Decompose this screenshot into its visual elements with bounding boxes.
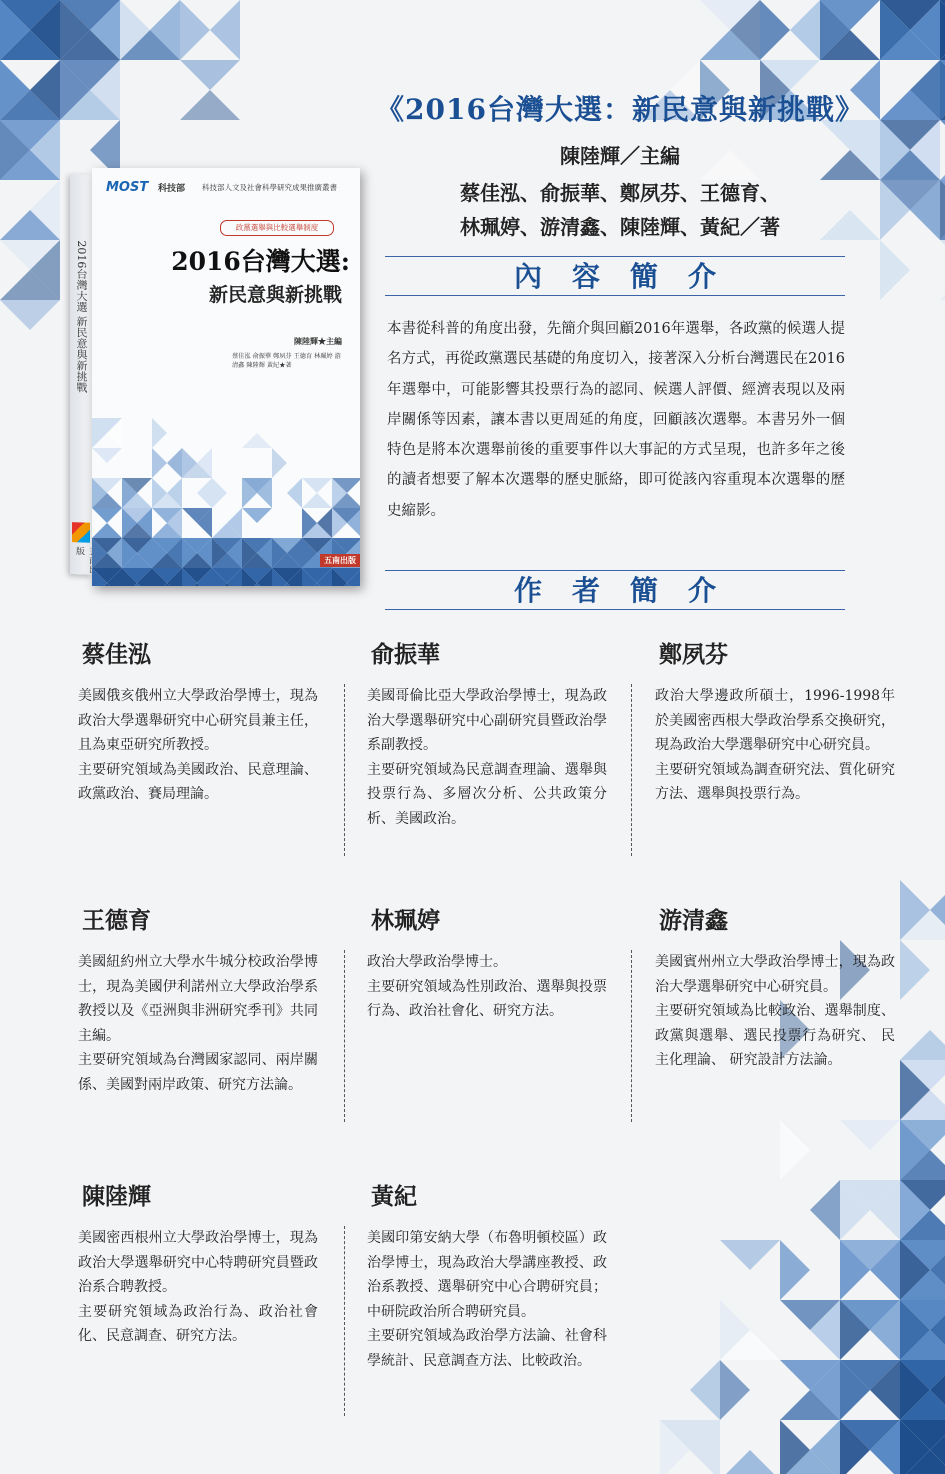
intro-heading: 內容簡介 xyxy=(385,256,845,296)
cover-editor: 陳陸輝★主編 xyxy=(294,336,342,346)
author-section-heading: 作者簡介 xyxy=(385,570,845,610)
author-name: 俞振華 xyxy=(371,641,440,668)
author-name: 林珮婷 xyxy=(371,907,440,934)
author-bio xyxy=(78,950,318,1098)
publisher-logo-icon xyxy=(72,522,90,543)
author-bio-education: 美國俄亥俄州立大學政治學博士，現為政治大學選舉研究中心研究員兼主任，且為東亞研究所教授。 xyxy=(78,688,318,754)
authors-line-2: 林珮婷、游清鑫、陳陸輝、黃紀／著 xyxy=(460,215,780,239)
author-bio-research: 主要研究領域為美國政治、民意理論、政黨政治、賽局理論。 xyxy=(78,761,318,803)
pattern-triangle xyxy=(92,523,122,538)
author-name: 黃紀 xyxy=(371,1183,417,1210)
author-name: 王德育 xyxy=(82,907,151,934)
author-name: 鄭夙芬 xyxy=(659,641,728,668)
author-bio xyxy=(655,684,895,807)
author-bio-research: 主要研究領域為調查研究法、質化研究方法、選舉與投票行為。 xyxy=(655,761,895,803)
pattern-triangle xyxy=(302,493,332,508)
author-card xyxy=(78,636,318,807)
pattern-triangle xyxy=(167,448,182,478)
intro-text: 本書從科普的角度出發，先簡介與回顧2016年選舉，各政黨的候選人提名方式，再從政黨選民基礎的角度切入，接著深入分析台灣選民在2016年選舉中，可能影響其投票行為的認同、候選人評價、經濟表現以及兩岸關係等因素，讓本書以更周延的角度，回顧該次選舉。本書另外一個特色是將本次選舉前後的重要事件以大事記的方式呈現，也許多年之後的讀者想要了解本次選舉的歷史脈絡，即可從該內容重現本次選舉的歷史縮影。 xyxy=(387,321,845,519)
author-bio-education: 政治大學政治學博士。 xyxy=(367,954,507,970)
book-front xyxy=(92,168,360,586)
author-bio-education: 政治大學邊政所碩士，1996-1998年於美國密西根大學政治學系交換研究，現為政治大學選舉研究中心研究員。 xyxy=(655,688,895,754)
cover-publisher: 五南出版 xyxy=(320,554,360,567)
author-bio-research: 主要研究領域為比較政治、選舉制度、政黨與選舉、選民投票行為研究、 民主化理論、 研究設計方法論。 xyxy=(655,1003,895,1069)
author-bio-research: 主要研究領域為政治行為、政治社會化、民意調查、研究方法。 xyxy=(78,1303,318,1345)
page-title: 《2016台灣大選：新民意與新挑戰》 xyxy=(376,93,864,126)
editor-line: 陳陸輝／主編 xyxy=(560,144,680,168)
authors-line xyxy=(370,176,870,244)
spine-title: 2016台灣大選 新民意與新挑戰 xyxy=(75,240,88,394)
column-divider xyxy=(344,950,345,1122)
column-divider xyxy=(344,1226,345,1416)
book-spine xyxy=(70,174,92,575)
authors-line-1: 蔡佳泓、俞振華、鄭夙芬、王德育、 xyxy=(460,181,780,205)
series-name: 科技部人文及社會科學研究成果推廣叢書 xyxy=(202,183,337,192)
cover-title-line2: 新民意與新挑戰 xyxy=(208,284,342,306)
author-card xyxy=(655,902,895,1073)
cover-title-line1: 2016台灣大選: xyxy=(171,247,350,276)
pattern-triangle xyxy=(92,508,122,523)
author-card xyxy=(78,902,318,1098)
author-bio xyxy=(367,1226,607,1374)
pattern-triangle xyxy=(242,508,272,523)
author-bio xyxy=(655,950,895,1073)
author-bio-education: 美國密西根州立大學政治學博士，現為政治大學選舉研究中心特聘研究員暨政治系合聘教授。 xyxy=(78,1230,318,1296)
cover-authors: 蔡佳泓 俞振華 鄭夙芬 王德育 林珮婷 游清鑫 陳陸輝 黃紀★著 xyxy=(232,353,341,369)
cover-badge: 政黨選舉與比較選舉制度 xyxy=(220,220,334,236)
pattern-triangle xyxy=(212,478,227,508)
most-logo: MOST xyxy=(106,180,149,195)
pattern-triangle xyxy=(92,448,122,463)
most-logo-sub: 科技部 xyxy=(158,184,186,194)
author-card xyxy=(367,1178,607,1374)
author-bio xyxy=(78,1226,318,1349)
author-card xyxy=(655,636,895,807)
author-card xyxy=(367,902,607,1024)
column-divider xyxy=(344,684,345,856)
pattern-triangle xyxy=(272,448,287,478)
pattern-triangle xyxy=(152,418,167,448)
author-name: 游清鑫 xyxy=(659,907,728,934)
author-card xyxy=(367,636,607,832)
author-bio-research: 主要研究領域為政治學方法論、社會科學統計、民意調查方法、比較政治。 xyxy=(367,1328,607,1369)
author-bio-education: 美國賓州州立大學政治學博士，現為政治大學選舉研究中心研究員。 xyxy=(655,954,895,995)
pattern-triangle xyxy=(287,478,302,508)
author-card xyxy=(78,1178,318,1349)
author-bio-education: 美國印第安納大學（布魯明頓校區）政治學博士，現為政治大學講座教授、政治系教授、選舉研究中心合聘研究員；中研院政治所合聘研究員。 xyxy=(367,1230,607,1320)
book-cover-image xyxy=(70,168,360,588)
author-bio-education: 美國哥倫比亞大學政治學博士，現為政治大學選舉研究中心副研究員暨政治學系副教授。 xyxy=(367,688,607,754)
author-bio xyxy=(367,684,607,832)
pattern-triangle xyxy=(302,478,332,493)
author-name: 蔡佳泓 xyxy=(82,641,151,668)
author-bio-education: 美國紐約州立大學水牛城分校政治學博士，現為美國伊利諾州立大學政治學系教授以及《亞洲與非洲研究季刊》共同主編。 xyxy=(78,954,318,1044)
author-bio xyxy=(367,950,607,1024)
author-name: 陳陸輝 xyxy=(82,1183,151,1210)
column-divider xyxy=(631,950,632,1122)
pattern-triangle xyxy=(152,448,167,478)
author-bio xyxy=(78,684,318,807)
author-bio-research: 主要研究領域為台灣國家認同、兩岸關係、美國對兩岸政策、研究方法論。 xyxy=(78,1052,318,1093)
pattern-triangle xyxy=(242,433,272,448)
column-divider xyxy=(631,684,632,856)
author-bio-research: 主要研究領域為性別政治、選舉與投票行為、政治社會化、研究方法。 xyxy=(367,978,607,1020)
pattern-triangle xyxy=(197,478,212,508)
author-bio-research: 主要研究領域為民意調查理論、選舉與投票行為、多層次分析、公共政策分析、美國政治。 xyxy=(367,761,607,827)
spine-publisher: 五南出版 xyxy=(74,546,84,556)
